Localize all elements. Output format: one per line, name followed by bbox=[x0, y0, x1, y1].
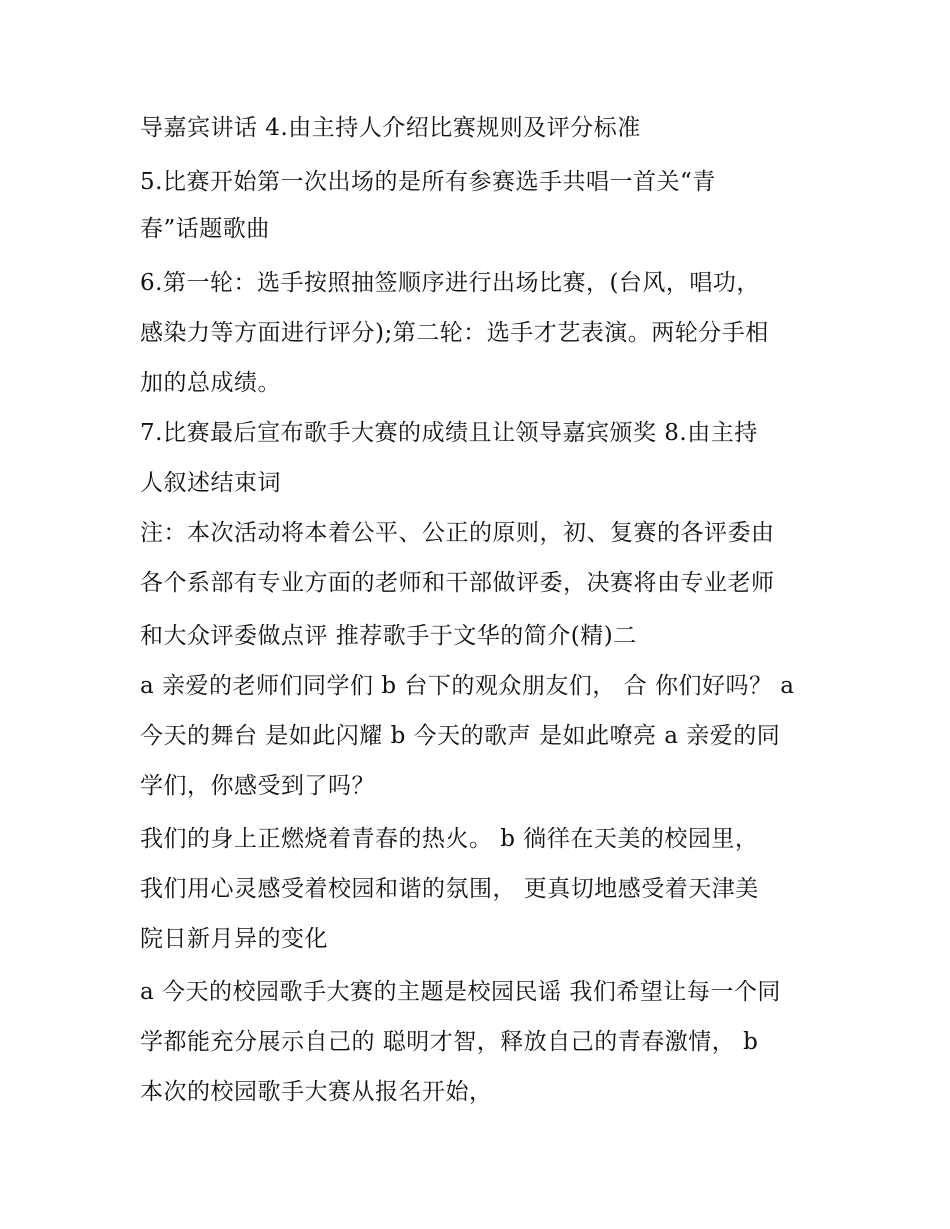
text-line: 人叙述结束词 bbox=[140, 470, 281, 496]
text-line: 6.第一轮：选手按照抽签顺序进行出场比赛，(台风，唱功， bbox=[140, 270, 760, 296]
text-line: 感染力等方面进行评分);第二轮：选手才艺表演。两轮分手相 bbox=[140, 320, 769, 346]
text-line: 导嘉宾讲话 4.由主持人介绍比赛规则及评分标准 bbox=[140, 115, 641, 141]
text-line: 春”话题歌曲 bbox=[140, 216, 270, 242]
text-line: 和大众评委做点评 推荐歌手于文华的简介(精)二 bbox=[140, 623, 637, 649]
text-line: 各个系部有专业方面的老师和干部做评委，决赛将由专业老师 bbox=[140, 570, 775, 596]
text-line: 我们的身上正燃烧着青春的热火。 b 徜徉在天美的校园里， bbox=[140, 826, 759, 852]
text-line: 今天的舞台 是如此闪耀 b 今天的歌声 是如此嘹亮 a 亲爱的同 bbox=[140, 723, 781, 749]
text-line: 5.比赛开始第一次出场的是所有参赛选手共唱一首关“青 bbox=[140, 169, 716, 195]
text-line: a 今天的校园歌手大赛的主题是校园民谣 我们希望让每一个同 bbox=[140, 979, 781, 1005]
text-line: 学都能充分展示自己的 聪明才智，释放自己的青春激情， b bbox=[140, 1029, 759, 1055]
text-line: 7.比赛最后宣布歌手大赛的成绩且让领导嘉宾颁奖 8.由主持 bbox=[140, 420, 758, 446]
text-line: 注：本次活动将本着公平、公正的原则，初、复赛的各评委由 bbox=[140, 520, 775, 546]
text-line: 我们用心灵感受着校园和谐的氛围， 更真切地感受着天津美 bbox=[140, 876, 759, 902]
text-line: a 亲爱的老师们同学们 b 台下的观众朋友们， 合 你们好吗？ a bbox=[140, 673, 795, 699]
text-line: 加的总成绩。 bbox=[140, 370, 281, 396]
text-line: 本次的校园歌手大赛从报名开始， bbox=[140, 1079, 493, 1105]
text-line: 学们，你感受到了吗？ bbox=[140, 773, 375, 799]
text-line: 院日新月异的变化 bbox=[140, 926, 328, 952]
